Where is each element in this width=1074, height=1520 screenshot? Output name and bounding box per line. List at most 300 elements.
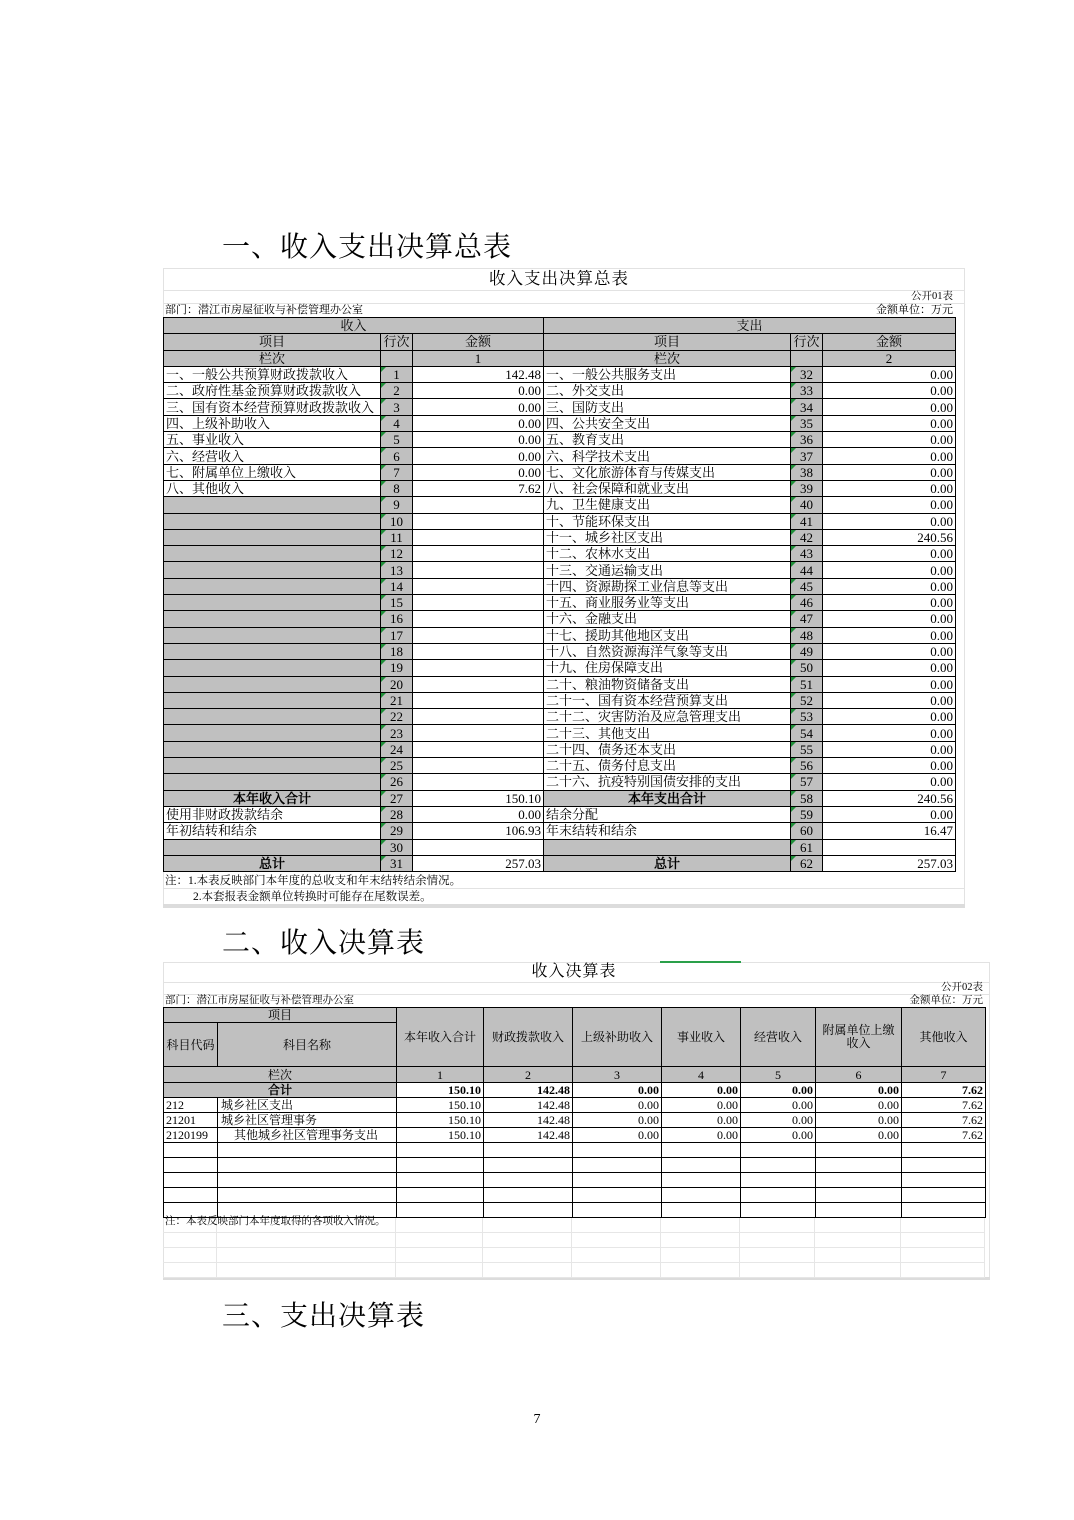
income-value-cell: 142.48 [484, 1098, 573, 1113]
income-line-number-cell: 6 [381, 448, 413, 464]
income-line-number-cell: 17 [381, 628, 413, 644]
expense-item-cell: 五、教育支出 [544, 432, 791, 448]
income-item-cell [164, 546, 381, 562]
income-line-index-cell [381, 351, 413, 367]
income-value-cell: 0.00 [816, 1113, 902, 1128]
income-item-cell [164, 530, 381, 546]
empty-cell [573, 1158, 662, 1173]
income-item-cell [164, 758, 381, 774]
empty-cell [397, 1203, 484, 1218]
income-item-cell [164, 660, 381, 676]
expense-item-cell: 一、一般公共服务支出 [544, 367, 791, 383]
expense-amount-cell: 0.00 [823, 562, 956, 578]
empty-cell [484, 1188, 573, 1203]
empty-grid-cell [396, 1248, 483, 1263]
income-amount-header: 金额 [413, 334, 544, 350]
form-number: 公开02表 [941, 982, 983, 993]
empty-grid-cell [815, 1233, 901, 1248]
expense-line-number-cell: 54 [791, 725, 823, 741]
expense-line-number-cell: 51 [791, 677, 823, 693]
empty-cell [164, 1158, 218, 1173]
empty-grid-cell [901, 1233, 985, 1248]
income-line-number-cell: 19 [381, 660, 413, 676]
income-value-cell: 150.10 [397, 1128, 484, 1143]
empty-cell [741, 1158, 816, 1173]
expense-item-cell: 二十六、抗疫特别国债安排的支出 [544, 774, 791, 790]
empty-grid-cell [396, 1233, 483, 1248]
table-note: 注：1.本表反映部门本年度的总收支和年末结转结余情况。 [165, 875, 462, 887]
empty-grid-cell [572, 1233, 661, 1248]
expense-item-cell: 六、科学技术支出 [544, 448, 791, 464]
income-item-cell [164, 742, 381, 758]
expense-amount-cell: 0.00 [823, 465, 956, 481]
expense-amount-cell: 16.47 [823, 823, 956, 839]
empty-grid-cell [740, 1218, 815, 1233]
expense-amount-cell: 0.00 [823, 546, 956, 562]
expense-item-cell: 十三、交通运输支出 [544, 562, 791, 578]
expense-line-number-cell: 52 [791, 693, 823, 709]
empty-grid-cell [163, 1233, 217, 1248]
income-item-cell [164, 562, 381, 578]
expense-item-cell: 八、社会保障和就业支出 [544, 481, 791, 497]
empty-grid-cell [815, 1263, 901, 1278]
empty-cell [573, 1203, 662, 1218]
income-item-cell [164, 840, 381, 856]
income-line-number-cell: 14 [381, 579, 413, 595]
income-column-index-label: 栏次 [164, 351, 381, 367]
subject-code-cell: 2120199 [164, 1128, 218, 1143]
expense-line-number-cell: 61 [791, 840, 823, 856]
income-amount-cell [413, 660, 544, 676]
column-header-affiliate-remittance: 附属单位上缴收入 [816, 1008, 902, 1067]
expense-line-number-cell: 33 [791, 383, 823, 399]
income-line-number-cell: 30 [381, 840, 413, 856]
income-line-number-cell: 23 [381, 725, 413, 741]
empty-cell [816, 1158, 902, 1173]
expense-amount-cell: 0.00 [823, 725, 956, 741]
empty-grid-cell [901, 1263, 985, 1278]
expense-amount-cell: 240.56 [823, 791, 956, 807]
expense-line-header: 行次 [791, 334, 823, 350]
expense-amount-cell: 0.00 [823, 432, 956, 448]
income-item-cell: 八、其他收入 [164, 481, 381, 497]
expense-amount-cell: 0.00 [823, 611, 956, 627]
expense-line-number-cell: 38 [791, 465, 823, 481]
total-value-cell: 0.00 [741, 1083, 816, 1098]
empty-cell [573, 1173, 662, 1188]
expense-line-number-cell: 47 [791, 611, 823, 627]
income-item-cell [164, 579, 381, 595]
column-number: 3 [573, 1067, 662, 1083]
income-item-cell [164, 644, 381, 660]
income-line-number-cell: 28 [381, 807, 413, 823]
column-number: 7 [902, 1067, 986, 1083]
income-amount-cell [413, 628, 544, 644]
income-line-number-cell: 31 [381, 856, 413, 872]
income-column-number: 1 [413, 351, 544, 367]
expense-item-cell: 九、卫生健康支出 [544, 497, 791, 513]
income-amount-cell: 106.93 [413, 823, 544, 839]
income-item-cell [164, 693, 381, 709]
empty-cell [902, 1173, 986, 1188]
empty-cell [741, 1143, 816, 1158]
income-line-number-cell: 9 [381, 497, 413, 513]
empty-grid-cell [572, 1248, 661, 1263]
expense-amount-cell: 0.00 [823, 399, 956, 415]
income-value-cell: 7.62 [902, 1113, 986, 1128]
income-item-cell: 三、国有资本经营预算财政拨款收入 [164, 399, 381, 415]
income-amount-cell [413, 546, 544, 562]
empty-grid-cell [901, 1248, 985, 1263]
expense-item-cell: 二十二、灾害防治及应急管理支出 [544, 709, 791, 725]
empty-grid-cell [815, 1248, 901, 1263]
empty-cell [741, 1203, 816, 1218]
empty-cell [816, 1173, 902, 1188]
expense-item-cell: 七、文化旅游体育与传媒支出 [544, 465, 791, 481]
income-amount-cell: 7.62 [413, 481, 544, 497]
total-value-cell: 7.62 [902, 1083, 986, 1098]
empty-cell [816, 1143, 902, 1158]
department-label: 部门：潜江市房屋征收与补偿管理办公室 [165, 304, 363, 316]
empty-cell [662, 1188, 741, 1203]
expense-item-cell: 十四、资源勘探工业信息等支出 [544, 579, 791, 595]
expense-line-number-cell: 62 [791, 856, 823, 872]
total-label-cell: 合计 [164, 1083, 397, 1098]
total-value-cell: 0.00 [816, 1083, 902, 1098]
expense-item-cell: 十一、城乡社区支出 [544, 530, 791, 546]
empty-cell [662, 1158, 741, 1173]
total-value-cell: 142.48 [484, 1083, 573, 1098]
expense-amount-cell: 0.00 [823, 595, 956, 611]
expense-amount-cell: 240.56 [823, 530, 956, 546]
income-line-number-cell: 25 [381, 758, 413, 774]
expense-item-cell [544, 840, 791, 856]
empty-cell [573, 1143, 662, 1158]
income-amount-cell: 0.00 [413, 448, 544, 464]
expense-amount-cell: 0.00 [823, 416, 956, 432]
income-item-cell: 年初结转和结余 [164, 823, 381, 839]
income-item-cell [164, 774, 381, 790]
empty-grid-cell [483, 1248, 572, 1263]
table-note: 注：本表反映部门本年度取得的各项收入情况。 [165, 1216, 386, 1227]
income-line-number-cell: 24 [381, 742, 413, 758]
subject-code-header: 科目代码 [164, 1023, 218, 1067]
column-index-label: 栏次 [164, 1067, 397, 1083]
income-amount-cell [413, 514, 544, 530]
column-header-superior-subsidy: 上级补助收入 [573, 1008, 662, 1067]
expense-column-index-label: 栏次 [544, 351, 791, 367]
empty-cell [662, 1173, 741, 1188]
expense-line-number-cell: 58 [791, 791, 823, 807]
column-header-operating-income: 经营收入 [741, 1008, 816, 1067]
expense-line-number-cell: 34 [791, 399, 823, 415]
expense-line-number-cell: 53 [791, 709, 823, 725]
income-line-number-cell: 29 [381, 823, 413, 839]
empty-grid-cell [483, 1218, 572, 1233]
income-item-cell [164, 709, 381, 725]
expense-item-header: 项目 [544, 334, 791, 350]
empty-cell [164, 1173, 218, 1188]
expense-amount-cell: 0.00 [823, 514, 956, 530]
income-line-number-cell: 22 [381, 709, 413, 725]
page-number: 7 [533, 1412, 541, 1427]
income-item-cell: 七、附属单位上缴收入 [164, 465, 381, 481]
department-label: 部门：潜江市房屋征收与补偿管理办公室 [165, 995, 354, 1006]
income-value-cell: 150.10 [397, 1113, 484, 1128]
expense-amount-cell: 0.00 [823, 448, 956, 464]
income-line-number-cell: 4 [381, 416, 413, 432]
expense-line-number-cell: 57 [791, 774, 823, 790]
income-line-number-cell: 18 [381, 644, 413, 660]
empty-cell [741, 1173, 816, 1188]
empty-cell [164, 1188, 218, 1203]
empty-grid-cell [217, 1233, 396, 1248]
income-line-number-cell: 3 [381, 399, 413, 415]
expense-item-cell: 总计 [544, 856, 791, 872]
column-header-total-income: 本年收入合计 [397, 1008, 484, 1067]
column-header-other-income: 其他收入 [902, 1008, 986, 1067]
expense-amount-cell: 0.00 [823, 367, 956, 383]
expense-amount-cell: 0.00 [823, 481, 956, 497]
expense-item-cell: 二十一、国有资本经营预算支出 [544, 693, 791, 709]
income-line-number-cell: 12 [381, 546, 413, 562]
table-title: 收入支出决算总表 [489, 269, 629, 288]
section-heading-expenditure-statement: 三、支出决算表 [222, 1300, 426, 1331]
subject-name-header: 科目名称 [218, 1023, 397, 1067]
empty-grid-cell [740, 1248, 815, 1263]
empty-grid-cell [572, 1218, 661, 1233]
empty-cell [397, 1158, 484, 1173]
income-amount-cell [413, 725, 544, 741]
expense-line-number-cell: 59 [791, 807, 823, 823]
expense-item-cell: 十、节能环保支出 [544, 514, 791, 530]
expense-item-cell: 年末结转和结余 [544, 823, 791, 839]
expense-amount-cell [823, 840, 956, 856]
income-line-number-cell: 21 [381, 693, 413, 709]
expense-column-number: 2 [823, 351, 956, 367]
income-amount-cell [413, 497, 544, 513]
total-value-cell: 0.00 [662, 1083, 741, 1098]
income-amount-cell [413, 840, 544, 856]
expense-amount-cell: 0.00 [823, 660, 956, 676]
expense-item-cell: 十五、商业服务业等支出 [544, 595, 791, 611]
empty-cell [484, 1173, 573, 1188]
empty-cell [902, 1188, 986, 1203]
income-item-cell [164, 611, 381, 627]
expense-item-cell: 十七、援助其他地区支出 [544, 628, 791, 644]
income-line-number-cell: 10 [381, 514, 413, 530]
column-number: 4 [662, 1067, 741, 1083]
income-item-cell [164, 628, 381, 644]
income-item-cell: 本年收入合计 [164, 791, 381, 807]
expense-amount-cell: 0.00 [823, 758, 956, 774]
column-number: 1 [397, 1067, 484, 1083]
column-number: 2 [484, 1067, 573, 1083]
income-amount-cell: 257.03 [413, 856, 544, 872]
income-item-cell: 五、事业收入 [164, 432, 381, 448]
income-line-number-cell: 27 [381, 791, 413, 807]
income-item-cell: 总计 [164, 856, 381, 872]
empty-cell [218, 1188, 397, 1203]
income-line-number-cell: 13 [381, 562, 413, 578]
expense-amount-cell: 0.00 [823, 774, 956, 790]
income-amount-cell [413, 562, 544, 578]
income-table-sheet [163, 962, 990, 1280]
income-amount-cell: 142.48 [413, 367, 544, 383]
income-amount-cell [413, 709, 544, 725]
income-item-cell: 四、上级补助收入 [164, 416, 381, 432]
empty-cell [397, 1188, 484, 1203]
income-item-cell [164, 725, 381, 741]
income-amount-cell [413, 579, 544, 595]
amount-unit-label: 金额单位：万元 [909, 995, 983, 1006]
empty-cell [662, 1143, 741, 1158]
income-line-header: 行次 [381, 334, 413, 350]
income-value-cell: 0.00 [816, 1128, 902, 1143]
summary-table-sheet [163, 268, 965, 908]
expense-item-cell: 三、国防支出 [544, 399, 791, 415]
income-table [163, 1007, 986, 1218]
section-heading-income-statement: 二、收入决算表 [222, 927, 426, 958]
expense-line-number-cell: 55 [791, 742, 823, 758]
empty-cell [816, 1188, 902, 1203]
income-line-number-cell: 2 [381, 383, 413, 399]
column-number: 6 [816, 1067, 902, 1083]
expense-item-cell: 十二、农林水支出 [544, 546, 791, 562]
income-value-cell: 0.00 [741, 1098, 816, 1113]
income-line-number-cell: 1 [381, 367, 413, 383]
expense-line-number-cell: 43 [791, 546, 823, 562]
income-item-header: 项目 [164, 334, 381, 350]
income-value-cell: 0.00 [573, 1128, 662, 1143]
expense-line-number-cell: 45 [791, 579, 823, 595]
empty-cell [741, 1188, 816, 1203]
income-amount-cell [413, 611, 544, 627]
expense-item-cell: 本年支出合计 [544, 791, 791, 807]
income-line-number-cell: 16 [381, 611, 413, 627]
empty-cell [484, 1203, 573, 1218]
empty-cell [902, 1203, 986, 1218]
expense-line-number-cell: 40 [791, 497, 823, 513]
expense-line-number-cell: 32 [791, 367, 823, 383]
empty-cell [902, 1158, 986, 1173]
empty-cell [218, 1173, 397, 1188]
section-heading-income-expenditure-summary: 一、收入支出决算总表 [222, 231, 513, 262]
table-title: 收入决算表 [531, 963, 617, 980]
income-value-cell: 0.00 [816, 1098, 902, 1113]
income-line-number-cell: 20 [381, 677, 413, 693]
income-value-cell: 7.62 [902, 1098, 986, 1113]
income-value-cell: 0.00 [662, 1113, 741, 1128]
subject-code-cell: 212 [164, 1098, 218, 1113]
income-value-cell: 0.00 [573, 1113, 662, 1128]
empty-cell [164, 1143, 218, 1158]
empty-grid-cell [396, 1263, 483, 1278]
empty-grid-cell [740, 1263, 815, 1278]
sheet-gridline [163, 290, 965, 291]
expense-item-cell: 二十、粮油物资储备支出 [544, 677, 791, 693]
income-amount-cell [413, 774, 544, 790]
total-value-cell: 0.00 [573, 1083, 662, 1098]
subject-name-cell: 城乡社区支出 [218, 1098, 397, 1113]
income-value-cell: 0.00 [741, 1113, 816, 1128]
income-value-cell: 150.10 [397, 1098, 484, 1113]
expense-line-number-cell: 39 [791, 481, 823, 497]
expense-line-number-cell: 36 [791, 432, 823, 448]
subject-name-cell: 其他城乡社区管理事务支出 [218, 1128, 397, 1143]
empty-cell [902, 1143, 986, 1158]
expense-amount-cell: 0.00 [823, 628, 956, 644]
income-item-cell: 一、一般公共预算财政拨款收入 [164, 367, 381, 383]
empty-cell [816, 1203, 902, 1218]
income-amount-cell [413, 595, 544, 611]
expense-line-number-cell: 46 [791, 595, 823, 611]
empty-grid-cell [217, 1248, 396, 1263]
income-line-number-cell: 15 [381, 595, 413, 611]
empty-grid-cell [572, 1263, 661, 1278]
income-amount-cell [413, 742, 544, 758]
empty-grid-cell [661, 1248, 740, 1263]
income-value-cell: 0.00 [573, 1098, 662, 1113]
expense-amount-cell: 0.00 [823, 742, 956, 758]
income-item-cell [164, 677, 381, 693]
expense-line-number-cell: 60 [791, 823, 823, 839]
income-value-cell: 0.00 [662, 1098, 741, 1113]
empty-grid-cell [163, 1263, 217, 1278]
expense-line-number-cell: 41 [791, 514, 823, 530]
sheet-gridline [964, 268, 965, 908]
table-note: 2.本套报表金额单位转换时可能存在尾数误差。 [193, 891, 432, 903]
expense-amount-cell: 0.00 [823, 693, 956, 709]
empty-grid-cell [661, 1233, 740, 1248]
income-item-cell [164, 514, 381, 530]
income-amount-cell: 0.00 [413, 465, 544, 481]
income-amount-cell [413, 693, 544, 709]
sheet-gridline [989, 962, 990, 1280]
income-value-cell: 0.00 [741, 1128, 816, 1143]
empty-grid-cell [483, 1263, 572, 1278]
income-item-cell [164, 595, 381, 611]
income-amount-cell: 0.00 [413, 399, 544, 415]
income-amount-cell: 0.00 [413, 807, 544, 823]
empty-cell [397, 1173, 484, 1188]
expense-amount-cell: 0.00 [823, 644, 956, 660]
column-header-fiscal-allocation: 财政拨款收入 [484, 1008, 573, 1067]
expense-item-cell: 二十四、债务还本支出 [544, 742, 791, 758]
expense-line-number-cell: 49 [791, 644, 823, 660]
expense-line-number-cell: 35 [791, 416, 823, 432]
income-line-number-cell: 26 [381, 774, 413, 790]
empty-cell [662, 1203, 741, 1218]
income-item-cell [164, 497, 381, 513]
expense-item-cell: 十八、自然资源海洋气象等支出 [544, 644, 791, 660]
empty-grid-cell [217, 1263, 396, 1278]
income-value-cell: 0.00 [662, 1128, 741, 1143]
empty-grid-cell [661, 1218, 740, 1233]
empty-cell [484, 1143, 573, 1158]
income-line-number-cell: 8 [381, 481, 413, 497]
amount-unit-label: 金额单位：万元 [876, 304, 953, 316]
empty-cell [218, 1158, 397, 1173]
empty-cell [397, 1143, 484, 1158]
income-amount-cell [413, 677, 544, 693]
empty-cell [218, 1143, 397, 1158]
income-amount-cell: 150.10 [413, 791, 544, 807]
subject-code-cell: 21201 [164, 1113, 218, 1128]
income-line-number-cell: 5 [381, 432, 413, 448]
empty-grid-cell [815, 1218, 901, 1233]
expense-amount-cell: 0.00 [823, 709, 956, 725]
